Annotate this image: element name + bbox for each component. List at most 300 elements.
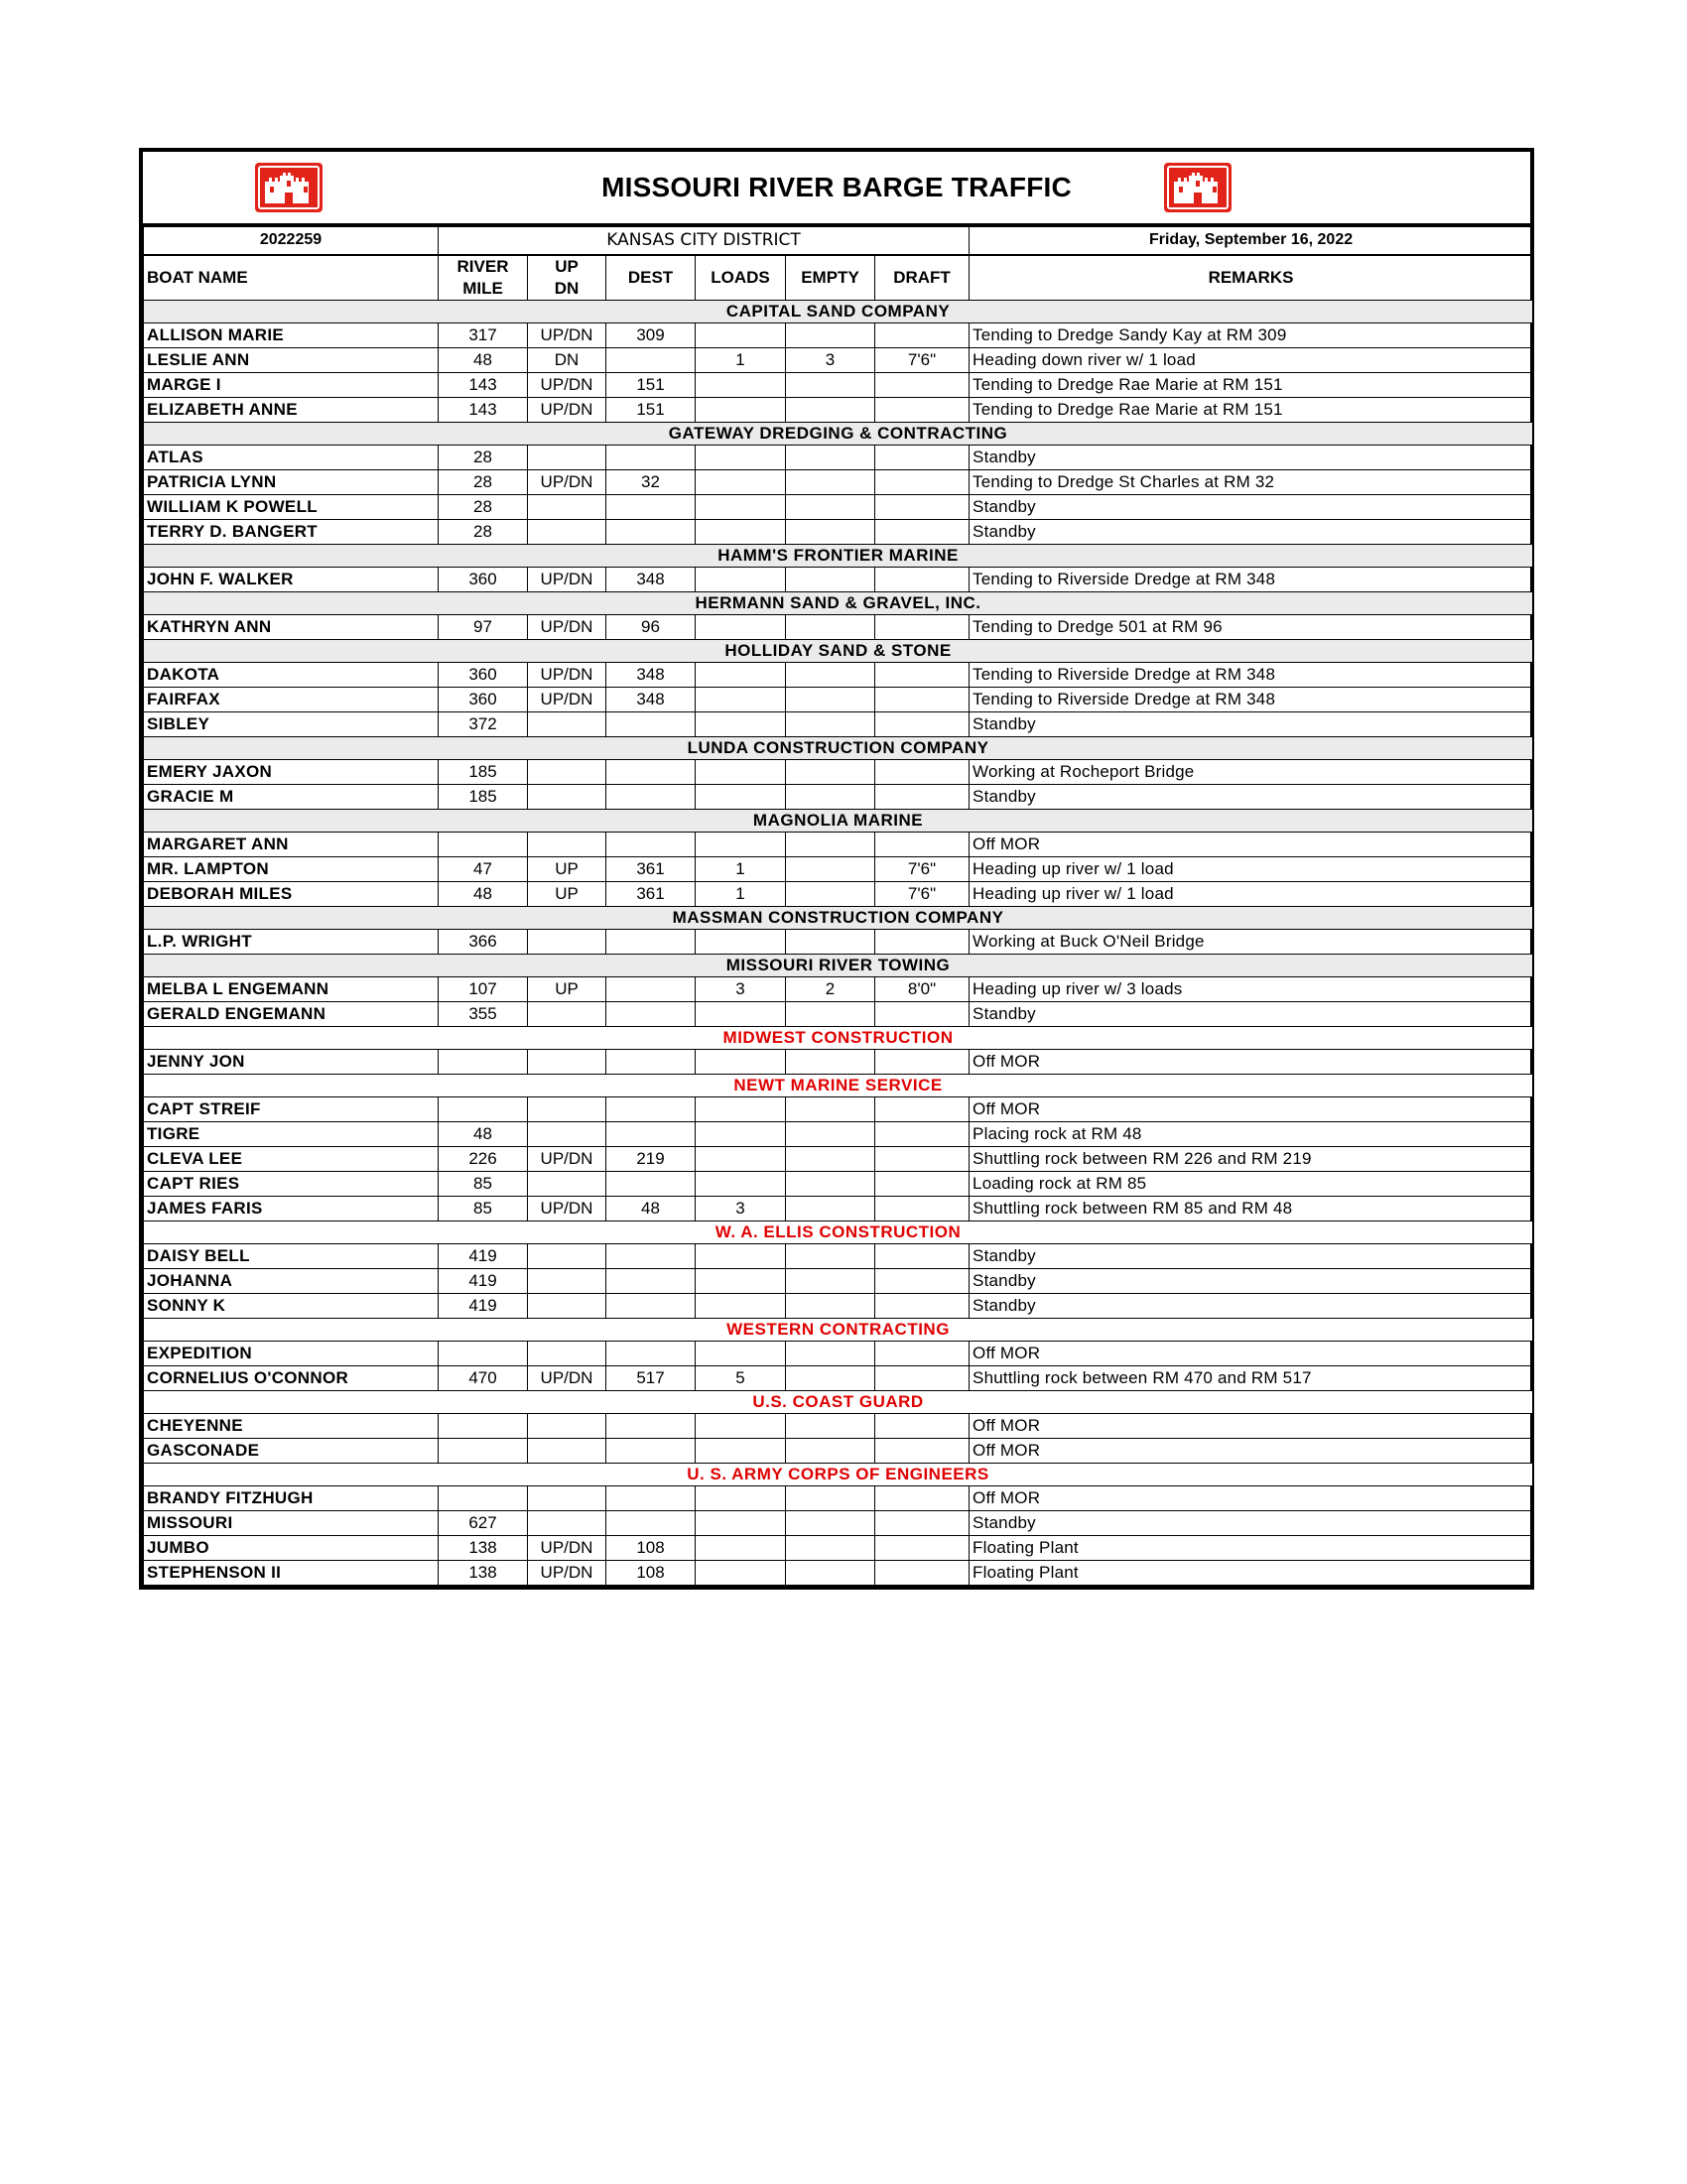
loads-cell: 3 [696, 976, 786, 1001]
draft-cell [875, 687, 970, 711]
table-row [144, 322, 1533, 347]
draft-cell [875, 445, 970, 469]
empties-cell [786, 1413, 875, 1438]
destination-cell [606, 1485, 696, 1510]
table-row [144, 494, 1533, 519]
loads-cell: 3 [696, 1196, 786, 1220]
remarks-cell: Standby [970, 519, 1533, 544]
destination-cell [606, 929, 696, 954]
direction-cell [528, 832, 606, 856]
table-row [144, 1268, 1533, 1293]
boat-name-cell: MELBA L ENGEMANN [144, 976, 439, 1001]
loads-cell [696, 1560, 786, 1585]
empties-cell [786, 856, 875, 881]
direction-cell: UP/DN [528, 1146, 606, 1171]
loads-cell: 1 [696, 856, 786, 881]
table-row [144, 445, 1533, 469]
direction-cell: UP/DN [528, 1560, 606, 1585]
loads-cell: 5 [696, 1365, 786, 1390]
remarks-cell: Floating Plant [970, 1560, 1533, 1585]
direction-cell [528, 1121, 606, 1146]
boat-name-cell: ALLISON MARIE [144, 322, 439, 347]
river-mile-cell: 185 [439, 784, 528, 809]
empties-cell [786, 397, 875, 422]
district-name: KANSAS CITY DISTRICT [439, 227, 970, 255]
river-mile-cell: 419 [439, 1268, 528, 1293]
destination-cell: 108 [606, 1535, 696, 1560]
company-section-row [144, 906, 1533, 929]
empties-cell [786, 445, 875, 469]
remarks-cell: Standby [970, 1510, 1533, 1535]
river-mile-cell: 28 [439, 494, 528, 519]
draft-cell [875, 1365, 970, 1390]
empties-cell [786, 322, 875, 347]
draft-cell [875, 1560, 970, 1585]
table-row [144, 976, 1533, 1001]
empties-cell [786, 1341, 875, 1365]
destination-cell [606, 494, 696, 519]
remarks-cell: Off MOR [970, 1096, 1533, 1121]
loads-cell [696, 1341, 786, 1365]
river-mile-cell [439, 1049, 528, 1074]
company-name: HAMM'S FRONTIER MARINE [144, 544, 1533, 567]
destination-cell: 348 [606, 662, 696, 687]
empties-cell [786, 1049, 875, 1074]
boat-name-cell: ATLAS [144, 445, 439, 469]
destination-cell: 361 [606, 856, 696, 881]
remarks-cell: Heading down river w/ 1 load [970, 347, 1533, 372]
loads-cell [696, 711, 786, 736]
destination-cell [606, 1268, 696, 1293]
table-row [144, 832, 1533, 856]
destination-cell [606, 445, 696, 469]
boat-name-cell: L.P. WRIGHT [144, 929, 439, 954]
direction-cell [528, 494, 606, 519]
direction-cell [528, 1413, 606, 1438]
remarks-cell: Standby [970, 1293, 1533, 1318]
destination-cell [606, 832, 696, 856]
remarks-cell: Tending to Dredge Rae Marie at RM 151 [970, 372, 1533, 397]
river-label: RIVER [456, 256, 509, 276]
report-title-bar [143, 152, 1530, 226]
draft-cell [875, 1485, 970, 1510]
table-row [144, 929, 1533, 954]
empties-cell [786, 1365, 875, 1390]
company-section-row [144, 1463, 1533, 1485]
destination-cell: 361 [606, 881, 696, 906]
river-mile-cell: 48 [439, 1121, 528, 1146]
draft-cell: 8'0" [875, 976, 970, 1001]
direction-cell [528, 711, 606, 736]
remarks-cell: Tending to Dredge Sandy Kay at RM 309 [970, 322, 1533, 347]
loads-cell [696, 614, 786, 639]
draft-cell [875, 614, 970, 639]
table-row [144, 1146, 1533, 1171]
destination-cell: 219 [606, 1146, 696, 1171]
company-name: GATEWAY DREDGING & CONTRACTING [144, 422, 1533, 445]
destination-cell [606, 1293, 696, 1318]
draft-cell [875, 1001, 970, 1026]
remarks-header: REMARKS [970, 255, 1533, 301]
remarks-cell: Off MOR [970, 1438, 1533, 1463]
draft-cell [875, 759, 970, 784]
empty-header: EMPTY [786, 255, 875, 301]
table-row [144, 397, 1533, 422]
castle-icon [1163, 162, 1233, 213]
boat-name-cell: CLEVA LEE [144, 1146, 439, 1171]
destination-cell: 348 [606, 567, 696, 591]
table-row [144, 1196, 1533, 1220]
river-mile-cell: 107 [439, 976, 528, 1001]
direction-cell [528, 1438, 606, 1463]
table-row [144, 759, 1533, 784]
boat-name-cell: BRANDY FITZHUGH [144, 1485, 439, 1510]
direction-cell: UP/DN [528, 469, 606, 494]
river-mile-cell [439, 1341, 528, 1365]
draft-cell [875, 567, 970, 591]
report-date: Friday, September 16, 2022 [970, 227, 1533, 255]
river-mile-cell: 28 [439, 445, 528, 469]
river-mile-cell [439, 832, 528, 856]
loads-cell [696, 322, 786, 347]
table-row [144, 1560, 1533, 1585]
remarks-cell: Heading up river w/ 1 load [970, 881, 1533, 906]
remarks-cell: Working at Rocheport Bridge [970, 759, 1533, 784]
remarks-cell: Off MOR [970, 1341, 1533, 1365]
company-section-row [144, 422, 1533, 445]
draft-cell [875, 784, 970, 809]
direction-cell: UP/DN [528, 662, 606, 687]
boat-name-cell: PATRICIA LYNN [144, 469, 439, 494]
remarks-cell: Heading up river w/ 3 loads [970, 976, 1533, 1001]
destination-cell: 151 [606, 397, 696, 422]
empties-cell [786, 1001, 875, 1026]
remarks-cell: Tending to Dredge 501 at RM 96 [970, 614, 1533, 639]
boat-name-cell: GERALD ENGEMANN [144, 1001, 439, 1026]
empties-cell [786, 372, 875, 397]
draft-cell [875, 1293, 970, 1318]
remarks-cell: Tending to Dredge Rae Marie at RM 151 [970, 397, 1533, 422]
table-row [144, 687, 1533, 711]
company-section-row [144, 1026, 1533, 1049]
empties-cell [786, 881, 875, 906]
empties-cell [786, 1096, 875, 1121]
loads-cell [696, 1243, 786, 1268]
destination-cell [606, 1438, 696, 1463]
empties-cell [786, 567, 875, 591]
destination-cell [606, 784, 696, 809]
direction-cell: UP/DN [528, 322, 606, 347]
remarks-cell: Tending to Riverside Dredge at RM 348 [970, 662, 1533, 687]
river-mile-cell [439, 1485, 528, 1510]
boat-name-cell: JENNY JON [144, 1049, 439, 1074]
loads-cell [696, 929, 786, 954]
loads-cell [696, 372, 786, 397]
destination-cell: 151 [606, 372, 696, 397]
table-row [144, 372, 1533, 397]
destination-cell: 348 [606, 687, 696, 711]
direction-cell: UP/DN [528, 372, 606, 397]
empties-cell [786, 929, 875, 954]
company-section-row [144, 639, 1533, 662]
company-name: W. A. ELLIS CONSTRUCTION [144, 1220, 1533, 1243]
boat-name-cell: ELIZABETH ANNE [144, 397, 439, 422]
up-label: UP [555, 256, 579, 276]
river-mile-cell: 28 [439, 519, 528, 544]
draft-cell [875, 372, 970, 397]
remarks-cell: Placing rock at RM 48 [970, 1121, 1533, 1146]
draft-cell [875, 519, 970, 544]
company-section-row [144, 300, 1533, 322]
river-mile-cell: 85 [439, 1196, 528, 1220]
direction-cell [528, 784, 606, 809]
draft-cell [875, 1535, 970, 1560]
empties-cell [786, 1438, 875, 1463]
boat-name-cell: EMERY JAXON [144, 759, 439, 784]
empties-cell [786, 519, 875, 544]
draft-cell [875, 1413, 970, 1438]
river-mile-cell [439, 1096, 528, 1121]
river-mile-cell: 360 [439, 662, 528, 687]
draft-cell [875, 832, 970, 856]
company-name: WESTERN CONTRACTING [144, 1318, 1533, 1341]
destination-cell: 96 [606, 614, 696, 639]
remarks-cell: Standby [970, 1268, 1533, 1293]
loads-cell [696, 687, 786, 711]
remarks-cell: Standby [970, 494, 1533, 519]
direction-cell [528, 1001, 606, 1026]
company-name: MISSOURI RIVER TOWING [144, 954, 1533, 976]
draft-cell [875, 1243, 970, 1268]
empties-cell [786, 494, 875, 519]
empties-cell [786, 614, 875, 639]
boat-name-header: BOAT NAME [144, 255, 439, 301]
empties-cell [786, 1510, 875, 1535]
river-mile-cell: 143 [439, 397, 528, 422]
draft-cell: 7'6" [875, 347, 970, 372]
river-mile-cell: 360 [439, 687, 528, 711]
river-mile-cell: 317 [439, 322, 528, 347]
company-name: HERMANN SAND & GRAVEL, INC. [144, 591, 1533, 614]
report-number: 2022259 [144, 227, 439, 255]
loads-cell [696, 1146, 786, 1171]
loads-cell [696, 1413, 786, 1438]
boat-name-cell: MR. LAMPTON [144, 856, 439, 881]
remarks-cell: Shuttling rock between RM 226 and RM 219 [970, 1146, 1533, 1171]
remarks-cell: Standby [970, 1001, 1533, 1026]
direction-cell: DN [528, 347, 606, 372]
draft-cell [875, 1121, 970, 1146]
table-row [144, 567, 1533, 591]
loads-cell [696, 759, 786, 784]
direction-header [528, 255, 606, 301]
remarks-cell: Off MOR [970, 832, 1533, 856]
boat-name-cell: DEBORAH MILES [144, 881, 439, 906]
boat-name-cell: MARGE I [144, 372, 439, 397]
table-row [144, 1049, 1533, 1074]
table-row [144, 784, 1533, 809]
barge-traffic-report [139, 148, 1534, 1590]
mile-label: MILE [462, 278, 503, 298]
loads-cell: 1 [696, 881, 786, 906]
boat-name-cell: MISSOURI [144, 1510, 439, 1535]
boat-name-cell: FAIRFAX [144, 687, 439, 711]
empties-cell: 2 [786, 976, 875, 1001]
loads-cell [696, 469, 786, 494]
boat-name-cell: JOHANNA [144, 1268, 439, 1293]
direction-cell [528, 929, 606, 954]
destination-cell [606, 1049, 696, 1074]
river-mile-cell: 470 [439, 1365, 528, 1390]
boat-name-cell: SONNY K [144, 1293, 439, 1318]
report-info-row [144, 227, 1533, 255]
company-name: HOLLIDAY SAND & STONE [144, 639, 1533, 662]
remarks-cell: Heading up river w/ 1 load [970, 856, 1533, 881]
river-mile-header [439, 255, 528, 301]
direction-cell [528, 759, 606, 784]
boat-name-cell: TIGRE [144, 1121, 439, 1146]
boat-name-cell: JOHN F. WALKER [144, 567, 439, 591]
destination-cell: 517 [606, 1365, 696, 1390]
draft-cell [875, 1438, 970, 1463]
company-section-row [144, 591, 1533, 614]
loads-cell [696, 1096, 786, 1121]
empties-cell [786, 1146, 875, 1171]
loads-cell: 1 [696, 347, 786, 372]
table-row [144, 1535, 1533, 1560]
empties-cell: 3 [786, 347, 875, 372]
empties-cell [786, 1196, 875, 1220]
river-mile-cell: 97 [439, 614, 528, 639]
table-row [144, 1121, 1533, 1146]
direction-cell: UP/DN [528, 687, 606, 711]
direction-cell [528, 1341, 606, 1365]
empties-cell [786, 1268, 875, 1293]
boat-name-cell: SIBLEY [144, 711, 439, 736]
destination-cell [606, 1510, 696, 1535]
river-mile-cell: 419 [439, 1293, 528, 1318]
river-mile-cell: 138 [439, 1535, 528, 1560]
dn-label: DN [554, 278, 580, 298]
table-row [144, 1096, 1533, 1121]
river-mile-cell: 355 [439, 1001, 528, 1026]
table-row [144, 1365, 1533, 1390]
boat-name-cell: STEPHENSON II [144, 1560, 439, 1585]
draft-cell [875, 1096, 970, 1121]
draft-cell: 7'6" [875, 856, 970, 881]
loads-cell [696, 1121, 786, 1146]
company-name: U. S. ARMY CORPS OF ENGINEERS [144, 1463, 1533, 1485]
empties-cell [786, 832, 875, 856]
remarks-cell: Working at Buck O'Neil Bridge [970, 929, 1533, 954]
remarks-cell: Off MOR [970, 1485, 1533, 1510]
destination-cell [606, 1341, 696, 1365]
direction-cell [528, 1049, 606, 1074]
destination-cell [606, 1121, 696, 1146]
draft-cell [875, 1341, 970, 1365]
direction-cell [528, 1243, 606, 1268]
empties-cell [786, 1485, 875, 1510]
direction-cell: UP [528, 976, 606, 1001]
remarks-cell: Standby [970, 1243, 1533, 1268]
destination-cell: 48 [606, 1196, 696, 1220]
table-row [144, 1438, 1533, 1463]
loads-cell [696, 1268, 786, 1293]
loads-cell [696, 1001, 786, 1026]
table-row [144, 856, 1533, 881]
empties-cell [786, 469, 875, 494]
empties-cell [786, 1171, 875, 1196]
boat-name-cell: GASCONADE [144, 1438, 439, 1463]
river-mile-cell: 372 [439, 711, 528, 736]
direction-cell: UP [528, 856, 606, 881]
company-section-row [144, 736, 1533, 759]
report-title: MISSOURI RIVER BARGE TRAFFIC [601, 172, 1072, 202]
loads-cell [696, 1485, 786, 1510]
table-row [144, 881, 1533, 906]
company-section-row [144, 1220, 1533, 1243]
destination-cell [606, 1096, 696, 1121]
draft-cell [875, 1510, 970, 1535]
loads-cell [696, 1535, 786, 1560]
boat-name-cell: WILLIAM K POWELL [144, 494, 439, 519]
table-row [144, 519, 1533, 544]
remarks-cell: Floating Plant [970, 1535, 1533, 1560]
company-section-row [144, 954, 1533, 976]
boat-name-cell: CHEYENNE [144, 1413, 439, 1438]
draft-cell [875, 1049, 970, 1074]
company-name: LUNDA CONSTRUCTION COMPANY [144, 736, 1533, 759]
empties-cell [786, 784, 875, 809]
direction-cell: UP/DN [528, 1196, 606, 1220]
draft-cell [875, 1171, 970, 1196]
loads-cell [696, 1293, 786, 1318]
direction-cell [528, 1485, 606, 1510]
remarks-cell: Tending to Dredge St Charles at RM 32 [970, 469, 1533, 494]
destination-cell [606, 711, 696, 736]
loads-cell [696, 784, 786, 809]
direction-cell [528, 1510, 606, 1535]
direction-cell: UP/DN [528, 1365, 606, 1390]
company-name: U.S. COAST GUARD [144, 1390, 1533, 1413]
loads-cell [696, 519, 786, 544]
river-mile-cell: 185 [439, 759, 528, 784]
draft-cell [875, 322, 970, 347]
table-row [144, 1510, 1533, 1535]
remarks-cell: Off MOR [970, 1413, 1533, 1438]
draft-cell [875, 662, 970, 687]
company-name: MASSMAN CONSTRUCTION COMPANY [144, 906, 1533, 929]
company-section-row [144, 1074, 1533, 1096]
remarks-cell: Loading rock at RM 85 [970, 1171, 1533, 1196]
table-row [144, 1243, 1533, 1268]
river-mile-cell: 627 [439, 1510, 528, 1535]
boat-name-cell: DAISY BELL [144, 1243, 439, 1268]
direction-cell: UP/DN [528, 397, 606, 422]
river-mile-cell: 47 [439, 856, 528, 881]
boat-name-cell: JAMES FARIS [144, 1196, 439, 1220]
loads-cell [696, 1171, 786, 1196]
remarks-cell: Standby [970, 784, 1533, 809]
destination-cell: 309 [606, 322, 696, 347]
company-name: NEWT MARINE SERVICE [144, 1074, 1533, 1096]
destination-cell [606, 347, 696, 372]
river-mile-cell: 48 [439, 347, 528, 372]
empties-cell [786, 711, 875, 736]
river-mile-cell: 28 [439, 469, 528, 494]
loads-cell [696, 445, 786, 469]
loads-cell [696, 1510, 786, 1535]
